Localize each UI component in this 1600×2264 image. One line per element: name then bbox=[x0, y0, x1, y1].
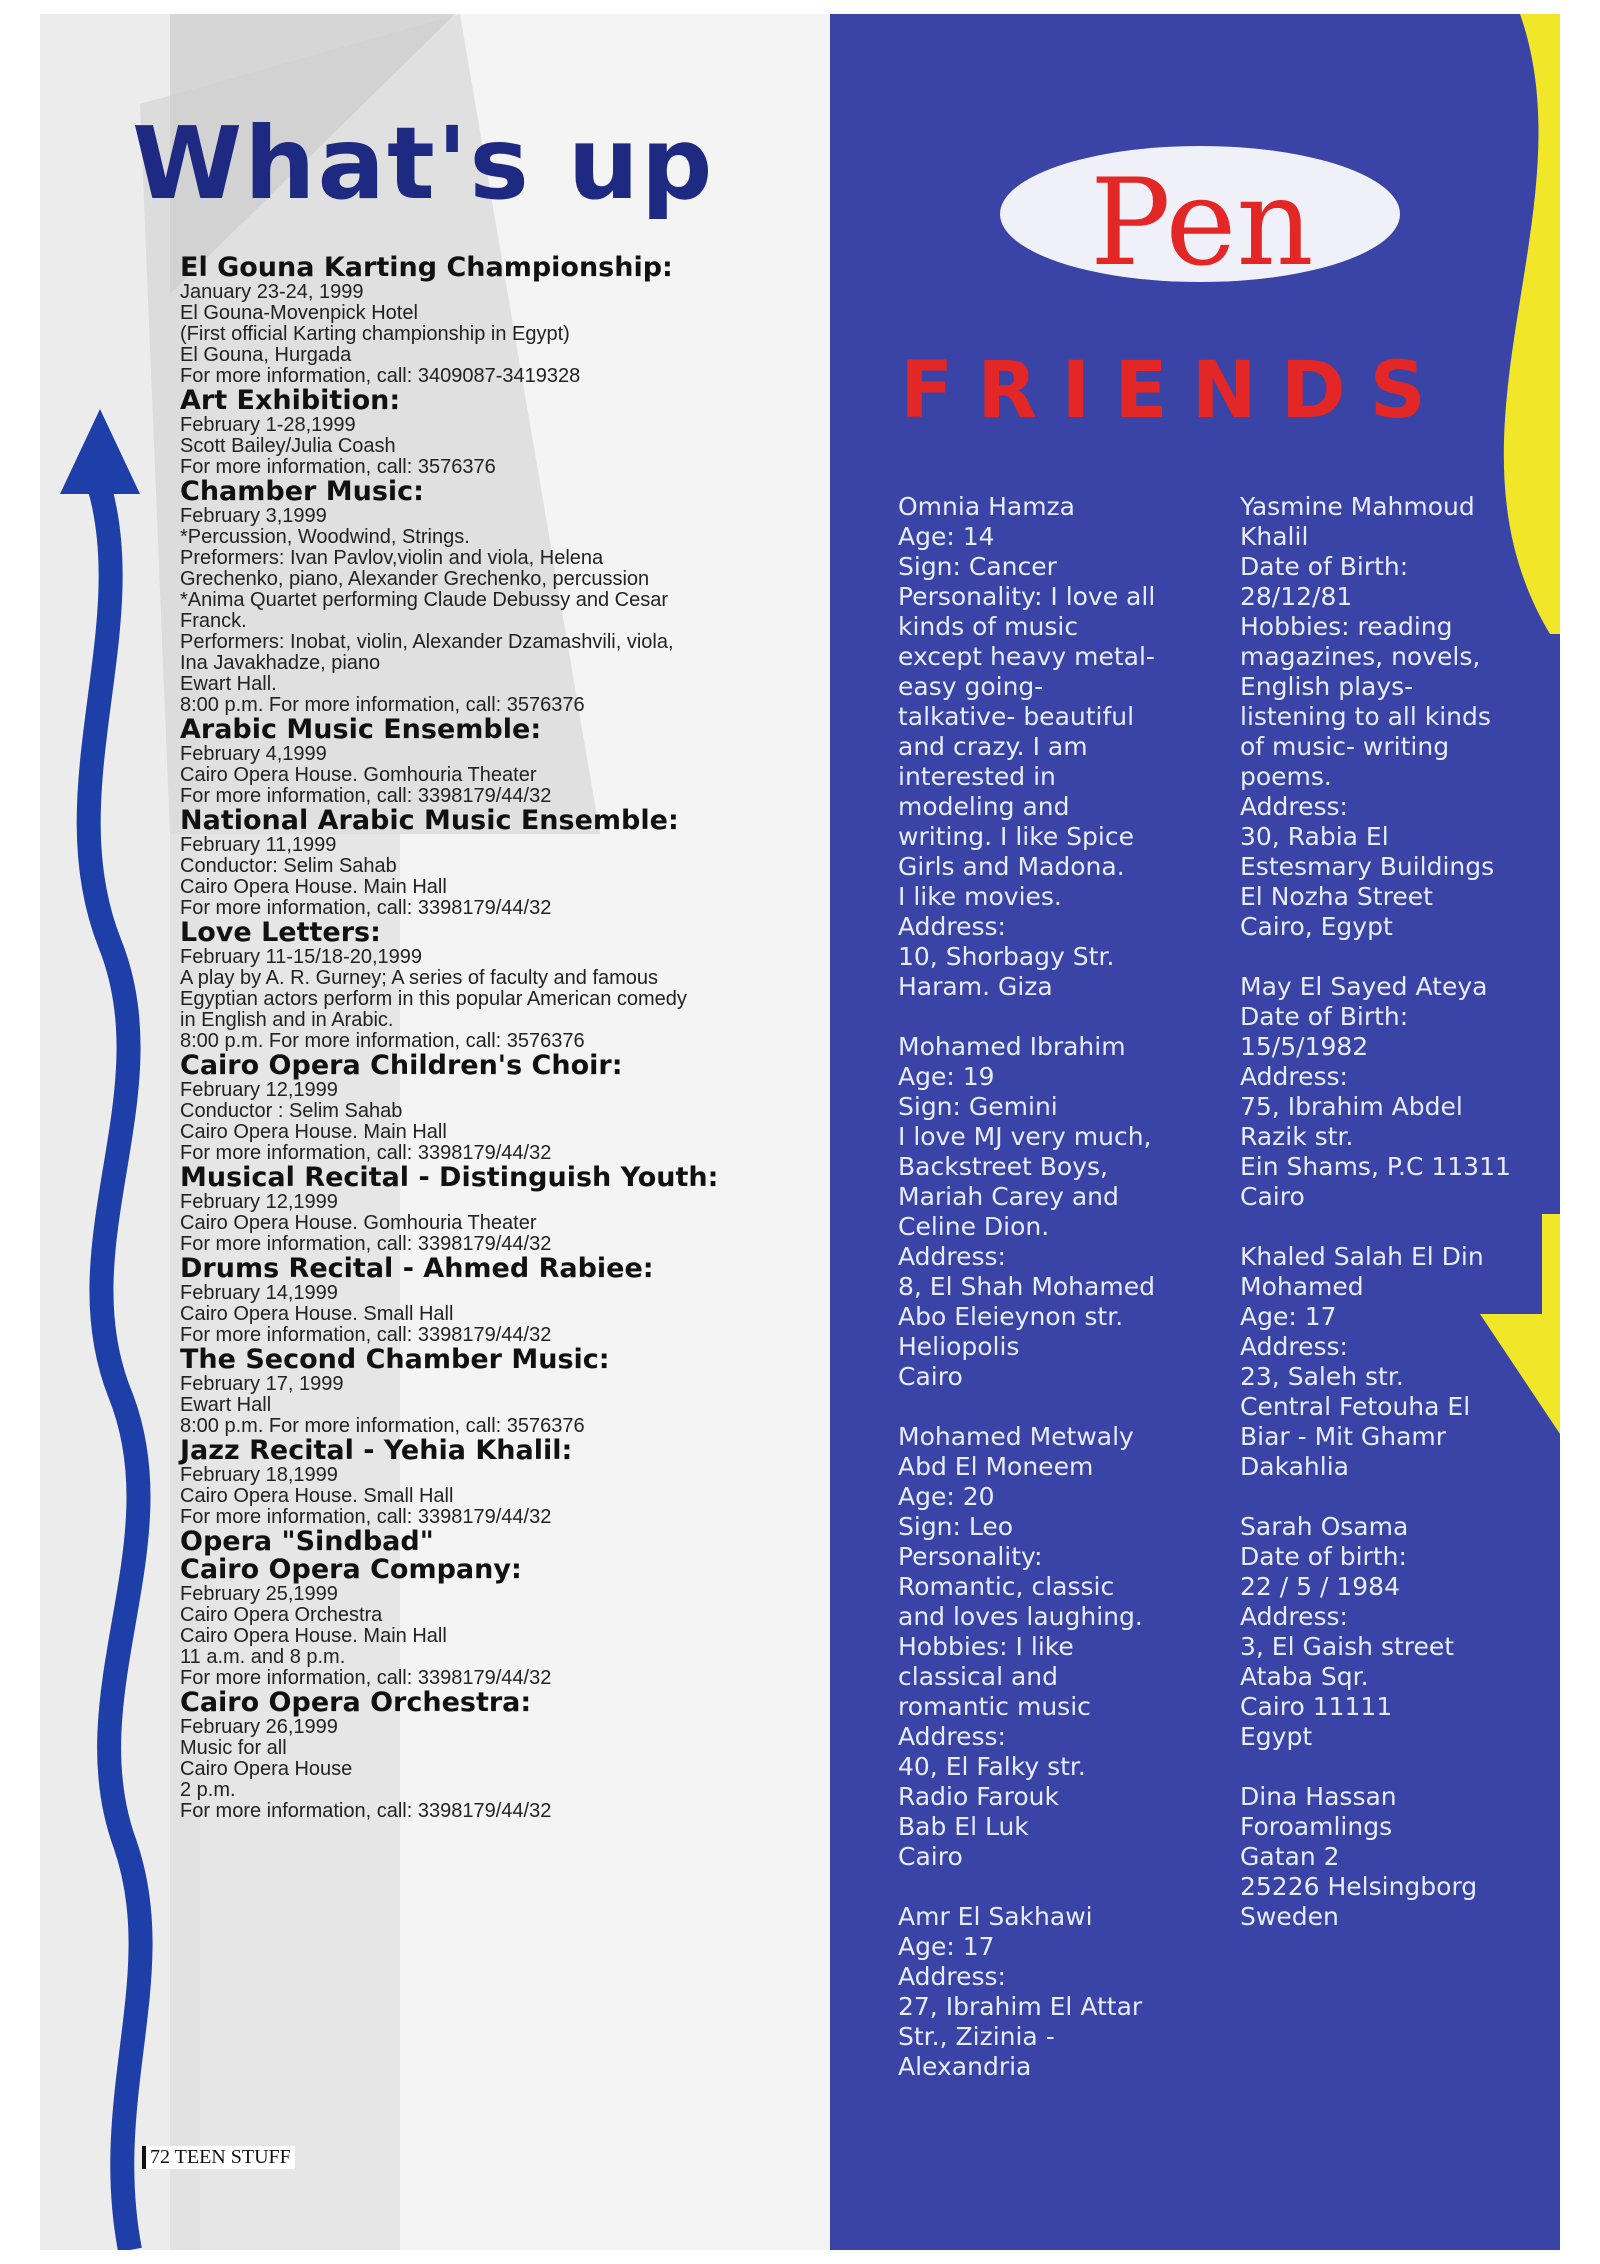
event-title: Opera "Sindbad" bbox=[180, 1526, 434, 1557]
event-detail-line: Cairo Opera House. Main Hall bbox=[180, 1121, 447, 1143]
event-detail-line: For more information, call: 3398179/44/32 bbox=[180, 1142, 552, 1164]
pen-friend-detail: easy going- bbox=[898, 672, 1044, 701]
event-detail-line: For more information, call: 3398179/44/32 bbox=[180, 1667, 552, 1689]
pen-friend-detail: Mariah Carey and bbox=[898, 1182, 1119, 1211]
pen-friend-entry bbox=[1240, 972, 1540, 1212]
event-title: Cairo Opera Orchestra: bbox=[180, 1687, 532, 1718]
event-detail-line: A play by A. R. Gurney; A series of faculty and famous bbox=[180, 967, 659, 989]
pen-friend-detail: Date of birth: bbox=[1240, 1542, 1407, 1571]
pen-friend-detail: Heliopolis bbox=[898, 1332, 1020, 1361]
pen-friend-detail: Cairo bbox=[898, 1362, 963, 1391]
pen-friend-name: Mohamed Metwaly bbox=[898, 1422, 1134, 1451]
pen-friend-entry bbox=[1240, 492, 1540, 942]
pen-friend-detail: Sign: Cancer bbox=[898, 552, 1057, 581]
pen-friend-detail: 40, El Falky str. bbox=[898, 1752, 1086, 1781]
pen-friends-right-column bbox=[1240, 492, 1540, 1962]
event-detail-line: Music for all bbox=[180, 1737, 287, 1759]
pen-friend-detail: magazines, novels, bbox=[1240, 642, 1481, 671]
pen-friend-detail: Alexandria bbox=[898, 2052, 1032, 2081]
pen-friend-entry bbox=[898, 1032, 1218, 1392]
event-detail-line: 8:00 p.m. For more information, call: 3576376 bbox=[180, 1415, 585, 1437]
event-title: Cairo Opera Children's Choir: bbox=[180, 1050, 623, 1081]
event-detail-line: in English and in Arabic. bbox=[180, 1009, 394, 1031]
pen-friend-detail: kinds of music bbox=[898, 612, 1079, 641]
pen-friend-detail: except heavy metal- bbox=[898, 642, 1155, 671]
pen-friend-detail: Address: bbox=[1240, 1602, 1348, 1631]
pen-friend-detail: 27, Ibrahim El Attar bbox=[898, 1992, 1143, 2021]
pen-friend-detail: Gatan 2 bbox=[1240, 1842, 1340, 1871]
pen-friend-detail: Estesmary Buildings bbox=[1240, 852, 1495, 881]
pen-friend-detail: 10, Shorbagy Str. bbox=[898, 942, 1115, 971]
event-detail-line: 2 p.m. bbox=[180, 1779, 236, 1801]
pen-friend-detail: Abo Eleieynon str. bbox=[898, 1302, 1124, 1331]
event-item bbox=[180, 1164, 820, 1255]
events-list bbox=[180, 254, 820, 1822]
pen-friend-detail: 30, Rabia El bbox=[1240, 822, 1389, 851]
pen-friend-detail: Hobbies: I like bbox=[898, 1632, 1074, 1661]
pen-friend-detail: El Nozha Street bbox=[1240, 882, 1433, 911]
pen-friend-detail: Khalil bbox=[1240, 522, 1309, 551]
event-item bbox=[180, 807, 820, 919]
pen-friend-detail: Address: bbox=[898, 1242, 1006, 1271]
event-detail-line: Franck. bbox=[180, 610, 247, 632]
event-detail-line: February 3,1999 bbox=[180, 505, 327, 527]
event-detail-line: Cairo Opera House. Main Hall bbox=[180, 876, 447, 898]
event-detail-line: 8:00 p.m. For more information, call: 3576376 bbox=[180, 1030, 585, 1052]
pen-friend-detail: Age: 14 bbox=[898, 522, 995, 551]
pen-friend-detail: Address: bbox=[1240, 792, 1348, 821]
event-title: Jazz Recital - Yehia Khalil: bbox=[180, 1435, 573, 1466]
pen-title: Pen bbox=[1090, 154, 1314, 293]
pen-friend-name: Sarah Osama bbox=[1240, 1512, 1409, 1541]
magazine-page bbox=[40, 14, 1560, 2250]
event-detail-line: For more information, call: 3398179/44/32 bbox=[180, 785, 552, 807]
event-item bbox=[180, 1556, 820, 1689]
event-title: Cairo Opera Company: bbox=[180, 1554, 522, 1585]
pen-friend-detail: 25226 Helsingborg bbox=[1240, 1872, 1478, 1901]
pen-friend-detail: Sweden bbox=[1240, 1902, 1339, 1931]
pen-friend-detail: Foroamlings bbox=[1240, 1812, 1393, 1841]
pen-friend-entry bbox=[1240, 1512, 1540, 1752]
event-title: Love Letters: bbox=[180, 917, 381, 948]
event-detail-line: February 12,1999 bbox=[180, 1191, 338, 1213]
pen-friend-detail: Personality: bbox=[898, 1542, 1043, 1571]
pen-friend-detail: Cairo 11111 bbox=[1240, 1692, 1393, 1721]
pen-friend-detail: 3, El Gaish street bbox=[1240, 1632, 1455, 1661]
pen-friend-name: Omnia Hamza bbox=[898, 492, 1076, 521]
event-title: Art Exhibition: bbox=[180, 385, 401, 416]
pen-friend-detail: Cairo bbox=[898, 1842, 963, 1871]
event-detail-line: Cairo Opera House bbox=[180, 1758, 353, 1780]
event-item bbox=[180, 254, 820, 387]
pen-friend-detail: and loves laughing. bbox=[898, 1602, 1143, 1631]
event-detail-line: February 11-15/18-20,1999 bbox=[180, 946, 423, 968]
pen-friend-detail: Age: 17 bbox=[1240, 1302, 1337, 1331]
pen-friend-detail: poems. bbox=[1240, 762, 1332, 791]
event-item bbox=[180, 1528, 820, 1556]
event-detail-line: Cairo Opera House. Gomhouria Theater bbox=[180, 764, 537, 786]
pen-friend-detail: Backstreet Boys, bbox=[898, 1152, 1108, 1181]
event-detail-line: 11 a.m. and 8 p.m. bbox=[180, 1646, 346, 1668]
pen-friend-detail: Hobbies: reading bbox=[1240, 612, 1453, 641]
pen-friend-detail: Address: bbox=[1240, 1062, 1348, 1091]
event-detail-line: February 25,1999 bbox=[180, 1583, 338, 1605]
event-title: Chamber Music: bbox=[180, 476, 424, 507]
pen-friend-entry bbox=[1240, 1782, 1540, 1932]
event-detail-line: Cairo Opera House. Main Hall bbox=[180, 1625, 447, 1647]
pen-friend-detail: Cairo bbox=[1240, 1182, 1305, 1211]
event-item bbox=[180, 1255, 820, 1346]
pen-friend-detail: classical and bbox=[898, 1662, 1058, 1691]
pen-friend-detail: Age: 20 bbox=[898, 1482, 995, 1511]
pen-friend-detail: Cairo, Egypt bbox=[1240, 912, 1393, 941]
pen-friend-detail: Egypt bbox=[1240, 1722, 1313, 1751]
pen-friend-detail: Date of Birth: bbox=[1240, 1002, 1409, 1031]
pen-friend-detail: of music- writing bbox=[1240, 732, 1450, 761]
event-item bbox=[180, 1437, 820, 1528]
pen-friends-panel bbox=[830, 14, 1560, 2250]
pen-friend-detail: 15/5/1982 bbox=[1240, 1032, 1369, 1061]
event-title: National Arabic Music Ensemble: bbox=[180, 805, 679, 836]
pen-friend-entry bbox=[898, 1902, 1218, 2082]
pen-friend-detail: Girls and Madona. bbox=[898, 852, 1125, 881]
whats-up-panel bbox=[40, 14, 830, 2250]
pen-friend-name: Khaled Salah El Din bbox=[1240, 1242, 1484, 1271]
pen-friend-detail: I like movies. bbox=[898, 882, 1062, 911]
pen-friend-detail: Central Fetouha El bbox=[1240, 1392, 1471, 1421]
pen-friend-name: May El Sayed Ateya bbox=[1240, 972, 1488, 1001]
event-item bbox=[180, 919, 820, 1052]
event-detail-line: For more information, call: 3398179/44/32 bbox=[180, 897, 552, 919]
event-detail-line: *Percussion, Woodwind, Strings. bbox=[180, 526, 470, 548]
event-detail-line: For more information, call: 3398179/44/32 bbox=[180, 1800, 552, 1822]
page-footer bbox=[142, 2146, 295, 2169]
event-item bbox=[180, 1346, 820, 1437]
event-detail-line: For more information, call: 3398179/44/32 bbox=[180, 1324, 552, 1346]
event-title: Musical Recital - Distinguish Youth: bbox=[180, 1162, 719, 1193]
magazine-name: TEEN STUFF bbox=[174, 2146, 291, 2168]
page-title: What's up bbox=[132, 105, 715, 222]
pen-friend-detail: Age: 19 bbox=[898, 1062, 995, 1091]
pen-friend-detail: 28/12/81 bbox=[1240, 582, 1353, 611]
event-detail-line: For more information, call: 3576376 bbox=[180, 456, 496, 478]
event-detail-line: El Gouna-Movenpick Hotel bbox=[180, 302, 418, 324]
pen-friend-detail: Personality: I love all bbox=[898, 582, 1156, 611]
event-detail-line: El Gouna, Hurgada bbox=[180, 344, 352, 366]
event-detail-line: Ewart Hall. bbox=[180, 673, 277, 695]
pen-friend-detail: Address: bbox=[898, 912, 1006, 941]
event-detail-line: 8:00 p.m. For more information, call: 3576376 bbox=[180, 694, 585, 716]
pen-friend-detail: modeling and bbox=[898, 792, 1070, 821]
pen-friend-detail: Sign: Leo bbox=[898, 1512, 1014, 1541]
pen-friend-detail: talkative- beautiful bbox=[898, 702, 1135, 731]
event-detail-line: Ewart Hall bbox=[180, 1394, 272, 1416]
pen-friend-entry bbox=[898, 492, 1218, 1002]
event-detail-line: Egyptian actors perform in this popular American comedy bbox=[180, 988, 687, 1010]
pen-friend-detail: English plays- bbox=[1240, 672, 1414, 701]
event-detail-line: Cairo Opera House. Gomhouria Theater bbox=[180, 1212, 537, 1234]
pen-friend-detail: 75, Ibrahim Abdel bbox=[1240, 1092, 1463, 1121]
pen-friend-name: Mohamed Ibrahim bbox=[898, 1032, 1126, 1061]
event-item bbox=[180, 1052, 820, 1164]
event-item bbox=[180, 387, 820, 478]
pen-friend-detail: Radio Farouk bbox=[898, 1782, 1059, 1811]
pen-friend-detail: Sign: Gemini bbox=[898, 1092, 1058, 1121]
friends-title: FRIENDS bbox=[900, 346, 1450, 436]
pen-friend-detail: 8, El Shah Mohamed bbox=[898, 1272, 1155, 1301]
event-detail-line: For more information, call: 3398179/44/32 bbox=[180, 1233, 552, 1255]
event-detail-line: Scott Bailey/Julia Coash bbox=[180, 435, 396, 457]
page-number: 72 bbox=[150, 2146, 170, 2168]
event-detail-line: February 17, 1999 bbox=[180, 1373, 344, 1395]
event-detail-line: (First official Karting championship in Egypt) bbox=[180, 323, 570, 345]
pen-friend-detail: interested in bbox=[898, 762, 1056, 791]
pen-friend-name: Amr El Sakhawi bbox=[898, 1902, 1093, 1931]
event-detail-line: Preformers: Ivan Pavlov,violin and viola, Helena bbox=[180, 547, 604, 569]
pen-friend-entry bbox=[898, 1422, 1218, 1872]
pen-friend-detail: Address: bbox=[898, 1722, 1006, 1751]
event-detail-line: February 18,1999 bbox=[180, 1464, 338, 1486]
event-detail-line: Ina Javakhadze, piano bbox=[180, 652, 381, 674]
pen-friend-entry bbox=[1240, 1242, 1540, 1482]
event-detail-line: Grechenko, piano, Alexander Grechenko, percussion bbox=[180, 568, 650, 590]
pen-friend-detail: Mohamed bbox=[1240, 1272, 1364, 1301]
event-detail-line: February 26,1999 bbox=[180, 1716, 338, 1738]
pen-friend-detail: romantic music bbox=[898, 1692, 1091, 1721]
pen-friend-detail: 22 / 5 / 1984 bbox=[1240, 1572, 1400, 1601]
pen-friend-detail: Celine Dion. bbox=[898, 1212, 1050, 1241]
event-item bbox=[180, 1689, 820, 1822]
pen-friend-detail: Razik str. bbox=[1240, 1122, 1354, 1151]
event-detail-line: For more information, call: 3398179/44/32 bbox=[180, 1506, 552, 1528]
event-detail-line: Conductor: Selim Sahab bbox=[180, 855, 397, 877]
pen-friend-detail: Abd El Moneem bbox=[898, 1452, 1094, 1481]
event-detail-line: January 23-24, 1999 bbox=[180, 281, 364, 303]
event-title: Arabic Music Ensemble: bbox=[180, 714, 542, 745]
event-detail-line: For more information, call: 3409087-3419328 bbox=[180, 365, 581, 387]
pen-friend-detail: and crazy. I am bbox=[898, 732, 1088, 761]
pen-friend-detail: Address: bbox=[1240, 1332, 1348, 1361]
pen-friend-detail: Biar - Mit Ghamr bbox=[1240, 1422, 1447, 1451]
event-detail-line: Performers: Inobat, violin, Alexander Dzamashvili, viola, bbox=[180, 631, 674, 653]
event-detail-line: Cairo Opera House. Small Hall bbox=[180, 1485, 454, 1507]
pen-friend-detail: Haram. Giza bbox=[898, 972, 1053, 1001]
pen-friend-detail: Romantic, classic bbox=[898, 1572, 1115, 1601]
pen-friends-left-column bbox=[898, 492, 1218, 2112]
event-title: The Second Chamber Music: bbox=[180, 1344, 610, 1375]
event-detail-line: February 14,1999 bbox=[180, 1282, 338, 1304]
event-item bbox=[180, 716, 820, 807]
event-detail-line: Conductor : Selim Sahab bbox=[180, 1100, 403, 1122]
pen-friend-detail: 23, Saleh str. bbox=[1240, 1362, 1404, 1391]
event-detail-line: February 4,1999 bbox=[180, 743, 327, 765]
event-detail-line: February 11,1999 bbox=[180, 834, 337, 856]
pen-friend-detail: Ataba Sqr. bbox=[1240, 1662, 1369, 1691]
pen-friend-detail: Date of Birth: bbox=[1240, 552, 1409, 581]
pen-friend-detail: writing. I like Spice bbox=[898, 822, 1134, 851]
event-detail-line: Cairo Opera Orchestra bbox=[180, 1604, 383, 1626]
event-detail-line: *Anima Quartet performing Claude Debussy and Cesar bbox=[180, 589, 669, 611]
pen-friend-detail: listening to all kinds bbox=[1240, 702, 1491, 731]
event-title: El Gouna Karting Championship: bbox=[180, 252, 673, 283]
event-title: Drums Recital - Ahmed Rabiee: bbox=[180, 1253, 654, 1284]
event-detail-line: Cairo Opera House. Small Hall bbox=[180, 1303, 454, 1325]
event-item bbox=[180, 478, 820, 716]
pen-friend-detail: Address: bbox=[898, 1962, 1006, 1991]
event-detail-line: February 12,1999 bbox=[180, 1079, 338, 1101]
pen-friend-detail: Age: 17 bbox=[898, 1932, 995, 1961]
pen-friend-detail: Ein Shams, P.C 11311 bbox=[1240, 1152, 1511, 1181]
pen-friend-detail: Dakahlia bbox=[1240, 1452, 1349, 1481]
pen-friend-name: Dina Hassan bbox=[1240, 1782, 1397, 1811]
pen-friend-name: Yasmine Mahmoud bbox=[1240, 492, 1475, 521]
pen-friend-detail: I love MJ very much, bbox=[898, 1122, 1152, 1151]
event-detail-line: February 1-28,1999 bbox=[180, 414, 356, 436]
pen-friend-detail: Bab El Luk bbox=[898, 1812, 1029, 1841]
pen-friend-detail: Str., Zizinia - bbox=[898, 2022, 1055, 2051]
